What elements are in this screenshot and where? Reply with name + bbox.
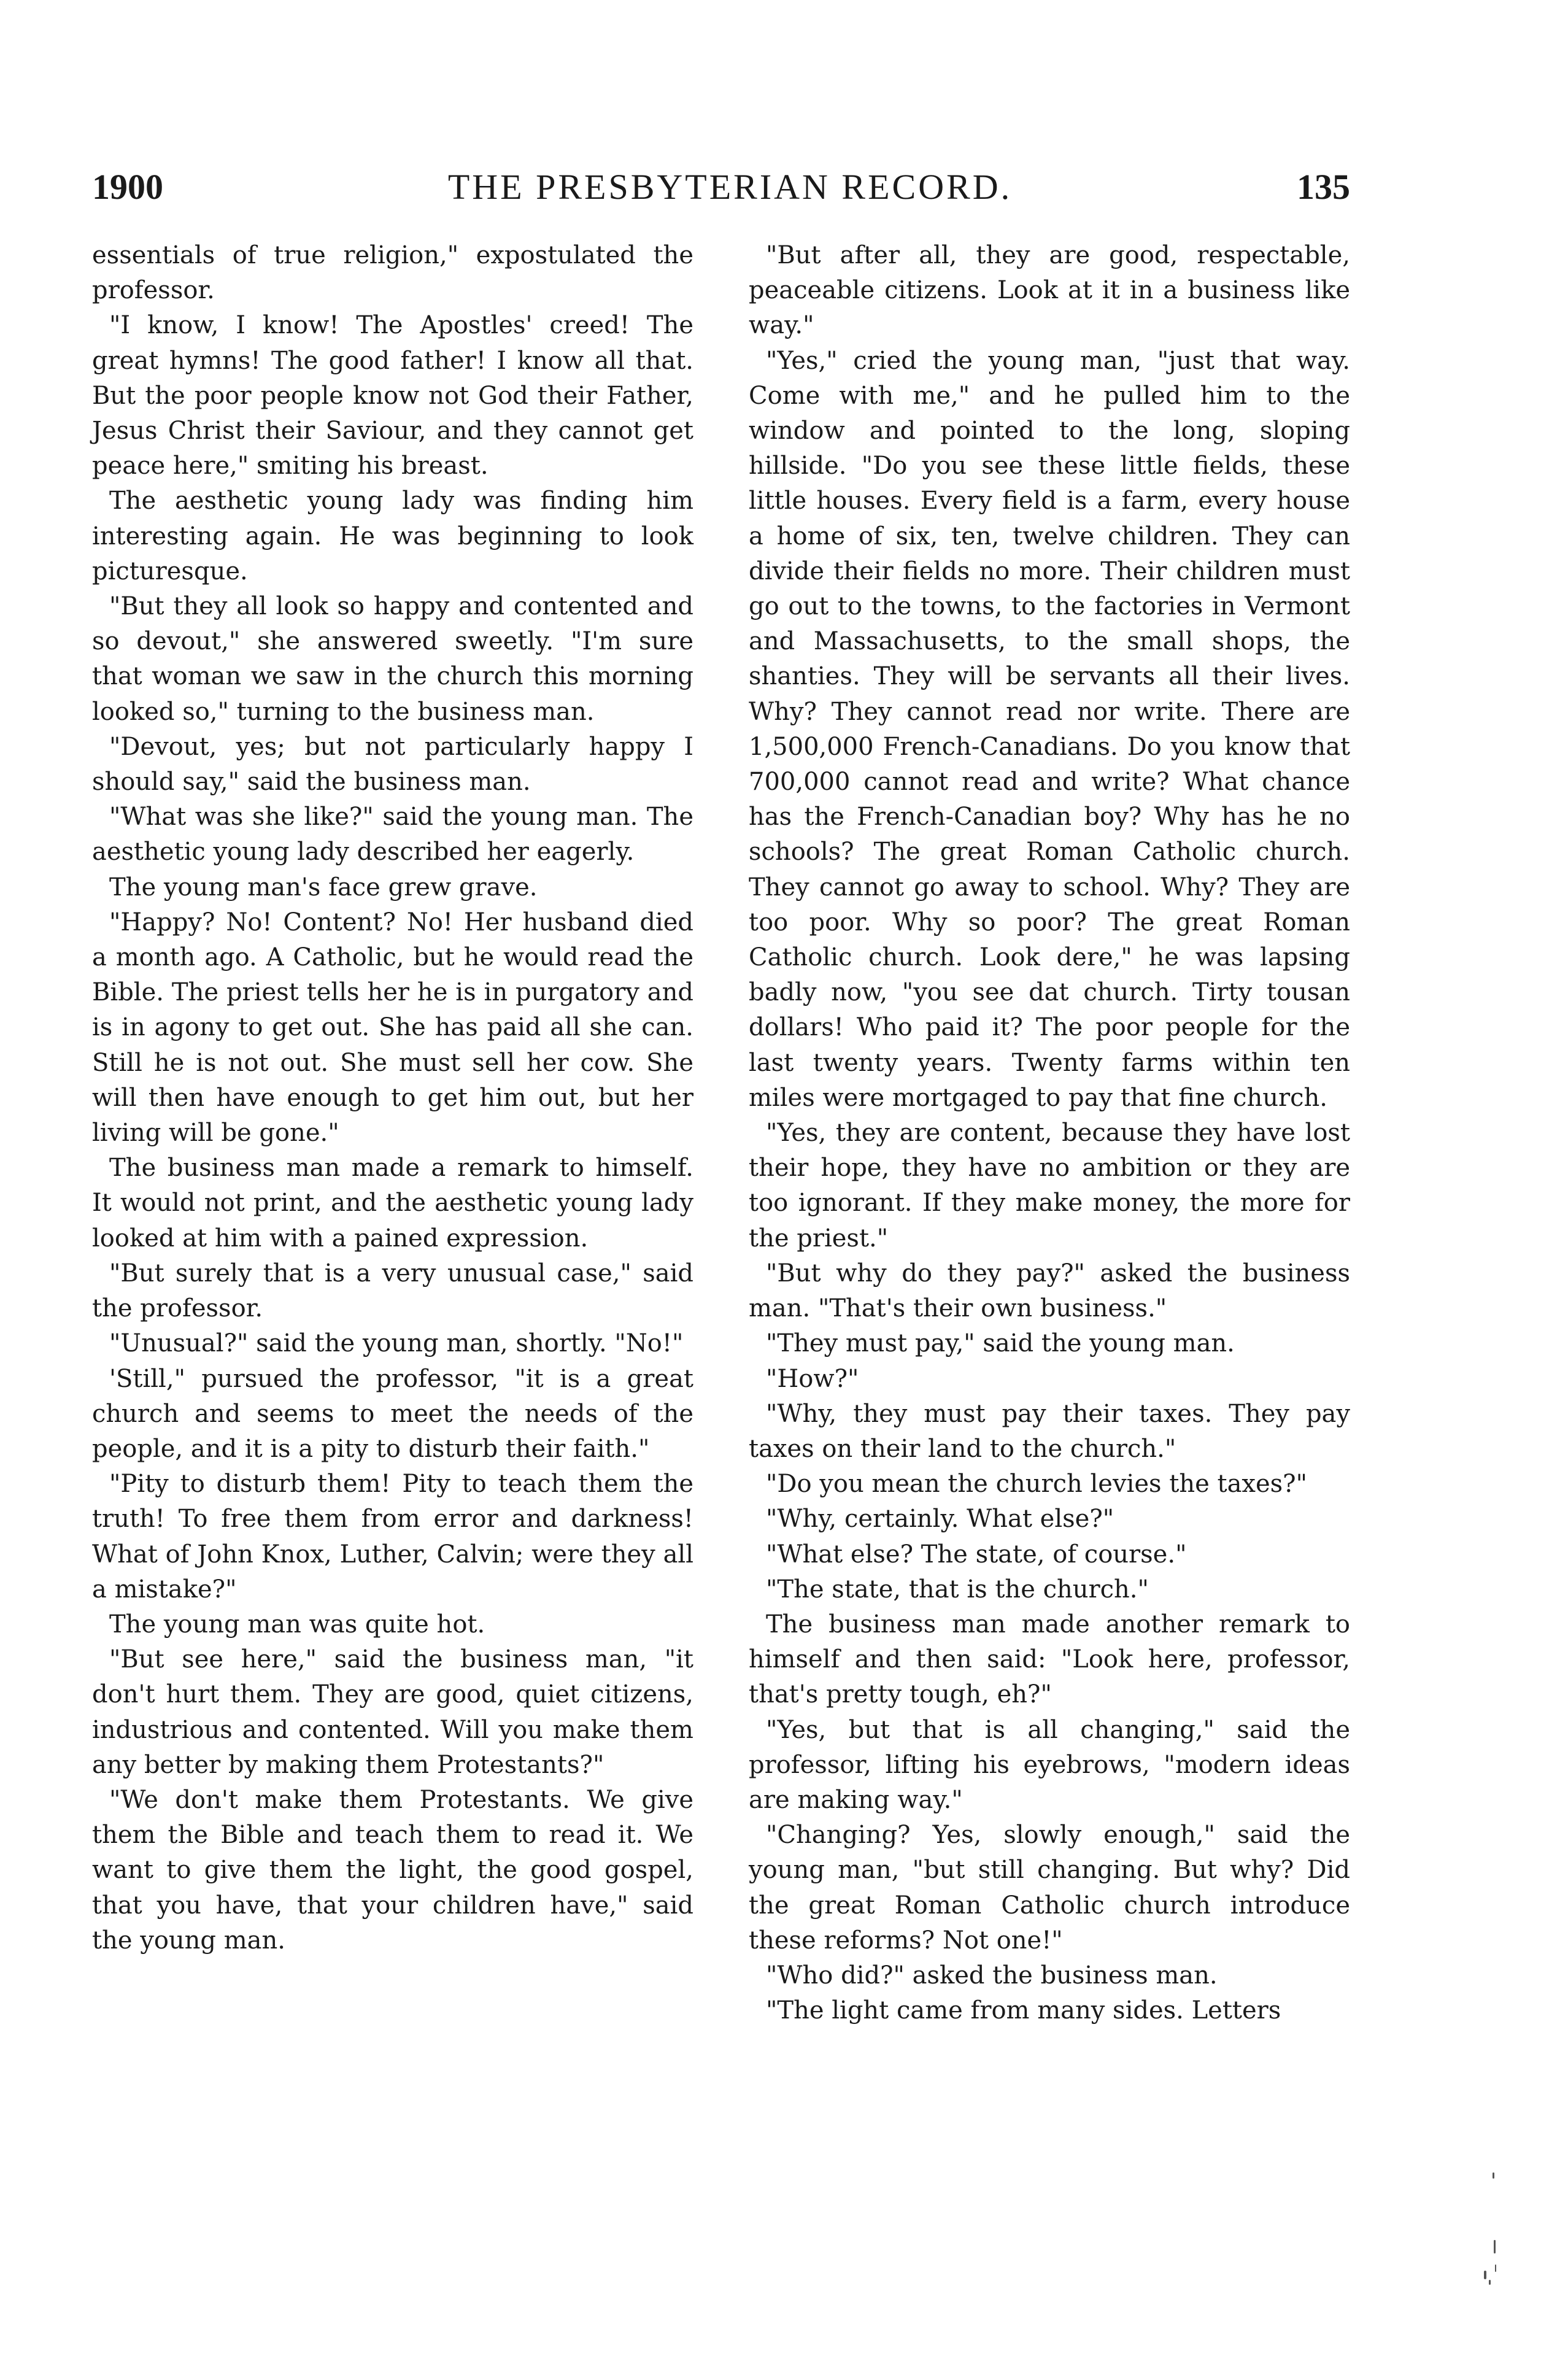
page-number: 135 bbox=[1296, 167, 1350, 207]
journal-title: THE PRESBYTERIAN RECORD. bbox=[447, 167, 1013, 207]
paragraph: "The light came from many sides. Letters bbox=[766, 1996, 1281, 2025]
paragraph: "Do you mean the church levies the taxes?" bbox=[766, 1470, 1308, 1499]
paragraph: "Who did?" asked the business man. bbox=[766, 1961, 1218, 1990]
page bbox=[92, 166, 1350, 2028]
paragraph: "The state, that is the church." bbox=[766, 1575, 1149, 1604]
paragraph: "But after all, they are good, respectable, peaceable citizens. Look at it in a business like way." bbox=[749, 241, 1350, 340]
paragraph: The young man's face grew grave. bbox=[109, 873, 538, 902]
paragraph: "They must pay," said the young man. bbox=[766, 1329, 1235, 1358]
paragraph: "Why, they must pay their taxes. They pay taxes on their land to the church." bbox=[749, 1399, 1350, 1463]
paragraph: "Yes," cried the young man, "just that way. Come with me," and he pulled him to the window and pointed to the long, sloping hillside. "Do you see these little fields, these little houses. Every field is a farm, every house a home of six, ten, twelve children. They can divide their fields no more. Their children must go out to the towns, to the factories in Vermont and Massachusetts, to the small shops, the shanties. They will be servants all their lives. Why? They cannot read nor write. There are 1,500,000 French-Canadians. Do you know that 700,000 cannot read and write? What chance has the French-Canadian boy? Why has he no schools? The great Roman Catholic church. They cannot go away to school. Why? They are too poor. Why so poor? The great Roman Catholic church. Look dere," he was lapsing badly now, "you see dat church. Tirty tousan dollars! Who paid it? The poor people for the last twenty years. Twenty farms within ten miles were mortgaged to pay that fine church. bbox=[749, 346, 1350, 1112]
right-column bbox=[749, 238, 1350, 2028]
paragraph: The business man made a remark to himself. It would not print, and the aesthetic young lady looked at him with a pained expression. bbox=[92, 1154, 693, 1253]
paragraph: "What else? The state, of course." bbox=[766, 1540, 1187, 1569]
paragraph: 'Still," pursued the professor, "it is a great church and seems to meet the needs of the people, and it is a pity to disturb their faith." bbox=[92, 1364, 693, 1463]
paragraph: "What was she like?" said the young man. The aesthetic young lady described her eagerly. bbox=[92, 803, 693, 867]
paragraph: "Unusual?" said the young man, shortly. "No!" bbox=[109, 1329, 684, 1358]
paragraph: "Yes, they are content, because they have lost their hope, they have no ambition or they are too ignorant. If they make money, the more for the priest." bbox=[749, 1119, 1350, 1253]
paragraph: essentials of true religion," expostulated the professor. bbox=[92, 241, 693, 305]
paragraph: The young man was quite hot. bbox=[109, 1610, 485, 1639]
paragraph: "Why, certainly. What else?" bbox=[766, 1505, 1114, 1534]
paragraph: "But surely that is a very unusual case," said the professor. bbox=[92, 1259, 693, 1323]
paragraph: "I know, I know! The Apostles' creed! The great hymns! The good father! I know all that. But the poor people know not God their Father, Jesus Christ their Saviour, and they cannot get peace here," smiting his breast. bbox=[92, 311, 693, 481]
paragraph: The business man made another remark to himself and then said: "Look here, professor, that's pretty tough, eh?" bbox=[749, 1610, 1350, 1709]
running-header bbox=[92, 166, 1350, 221]
paragraph: "Yes, but that is all changing," said the professor, lifting his eyebrows, "modern ideas are making way." bbox=[749, 1715, 1350, 1814]
scan-specks bbox=[1479, 2148, 1504, 2332]
paragraph: "Pity to disturb them! Pity to teach them the truth! To free them from error and darkness! What of John Knox, Luther, Calvin; were they all a mistake?" bbox=[92, 1470, 693, 1604]
paragraph: The aesthetic young lady was finding him interesting again. He was beginning to look picturesque. bbox=[92, 487, 693, 585]
paragraph: "Devout, yes; but not particularly happy I should say," said the business man. bbox=[92, 732, 693, 797]
header-year: 1900 bbox=[92, 167, 163, 207]
paragraph: "Changing? Yes, slowly enough," said the young man, "but still changing. But why? Did the great Roman Catholic church introduce these reforms? Not one!" bbox=[749, 1821, 1350, 1955]
text-columns bbox=[92, 238, 1350, 2028]
paragraph: "But see here," said the business man, "it don't hurt them. They are good, quiet citizens, industrious and contented. Will you make them any better by making them Protestants?" bbox=[92, 1645, 693, 1779]
left-column bbox=[92, 238, 693, 2028]
paragraph: "But they all look so happy and contented and so devout," she answered sweetly. "I'm sure that woman we saw in the church this morning looked so," turning to the business man. bbox=[92, 592, 693, 726]
paragraph: "Happy? No! Content? No! Her husband died a month ago. A Catholic, but he would read the Bible. The priest tells her he is in purgatory and is in agony to get out. She has paid all she can. Still he is not out. She must sell her cow. She will then have enough to get him out, but her living will be gone." bbox=[92, 908, 693, 1148]
paragraph: "But why do they pay?" asked the business man. "That's their own business." bbox=[749, 1259, 1350, 1323]
paragraph: "How?" bbox=[766, 1364, 859, 1393]
paragraph: "We don't make them Protestants. We give them the Bible and teach them to read it. We want to give them the light, the good gospel, that you have, that your children have," said the young man. bbox=[92, 1785, 693, 1955]
